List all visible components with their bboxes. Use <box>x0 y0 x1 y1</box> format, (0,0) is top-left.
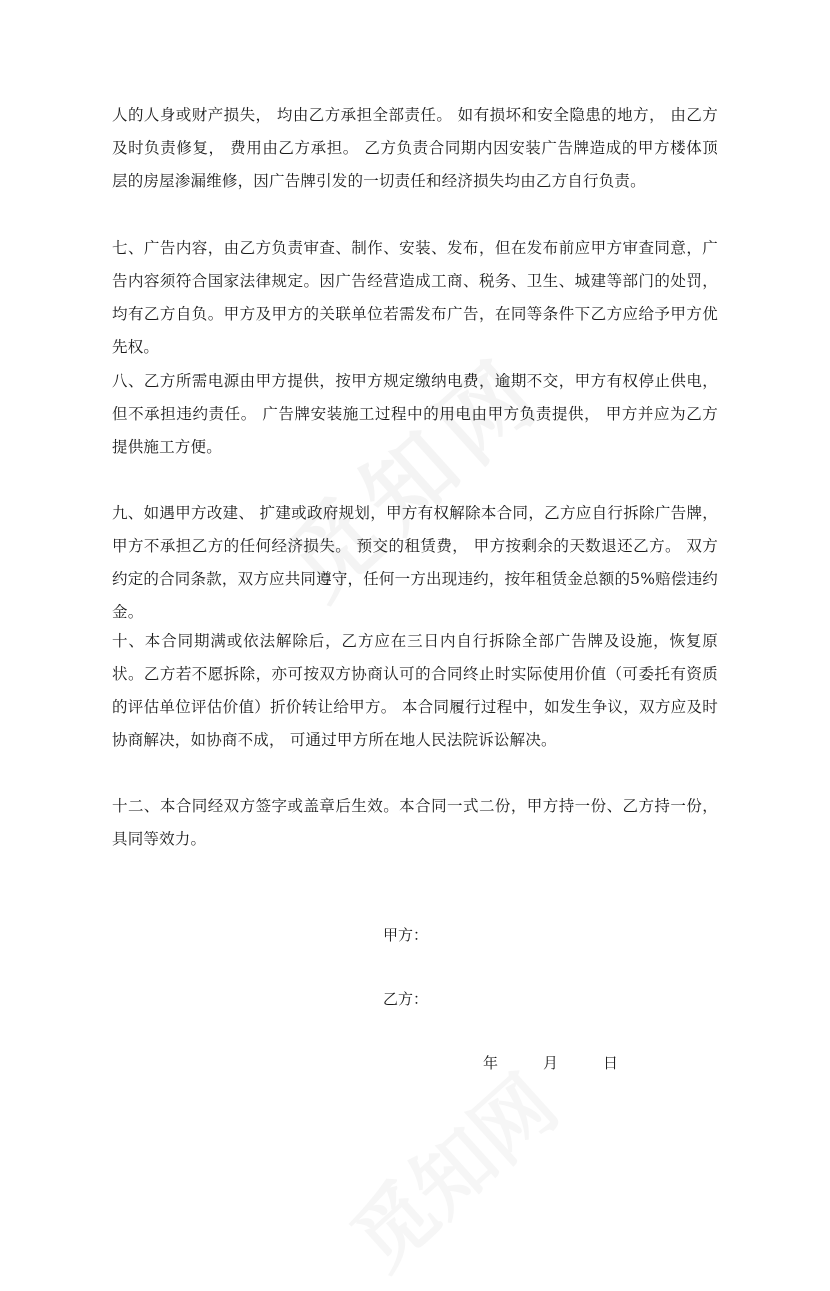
watermark-lower <box>322 1044 577 1290</box>
paragraph-clause-10: 十、本合同期满或依法解除后，乙方应在三日内自行拆除全部广告牌及设施，恢复原状。乙方若不愿拆除，亦可按双方协商认可的合同终止时实际使用价值（可委托有资质的评估单位评估价值）折价转让给甲方。 本合同履行过程中，如发生争议，双方应及时协商解决，如协商不成， 可通过甲方所在地人民法院诉讼解决。 <box>112 632 718 749</box>
paragraph-liability: 人的人身或财产损失， 均由乙方承担全部责任。 如有损坏和安全隐患的地方， 由乙方及时负责修复， 费用由乙方承担。 乙方负责合同期内因安装广告牌造成的甲方楼体顶层的房屋渗漏维修，因广告牌引发的一切责任和经济损失均由乙方自行负责。 <box>112 106 718 190</box>
party-b-signature: 乙方： <box>383 990 429 1008</box>
paragraph-clause-7: 七、广告内容，由乙方负责审查、制作、安装、发布，但在发布前应甲方审查同意，广告内容须符合国家法律规定。因广告经营造成工商、税务、卫生、城建等部门的处罚，均有乙方自负。甲方及甲方的关联单位若需发布广告，在同等条件下乙方应给予甲方优先权。 <box>112 239 718 356</box>
paragraph-clause-8: 八、乙方所需电源由甲方提供，按甲方规定缴纳电费，逾期不交，甲方有权停止供电，但不承担违约责任。 广告牌安装施工过程中的用电由甲方负责提供， 甲方并应为乙方提供施工方便。 <box>112 372 718 456</box>
date-year: 年 <box>483 1054 499 1072</box>
party-a-signature: 甲方： <box>383 926 429 944</box>
paragraph-clause-9: 九、如遇甲方改建、 扩建或政府规划，甲方有权解除本合同，乙方应自行拆除广告牌，甲方不承担乙方的任何经济损失。 预交的租赁费， 甲方按剩余的天数退还乙方。 双方约定的合同条款，双方应共同遵守，任何一方出现违约，按年租赁金总额的5%赔偿违约金。 <box>112 504 718 621</box>
date-day: 日 <box>603 1054 619 1072</box>
date-month: 月 <box>543 1054 559 1072</box>
paragraph-clause-12: 十二、本合同经双方签字或盖章后生效。本合同一式二份，甲方持一份、乙方持一份，具同等效力。 <box>112 797 718 848</box>
